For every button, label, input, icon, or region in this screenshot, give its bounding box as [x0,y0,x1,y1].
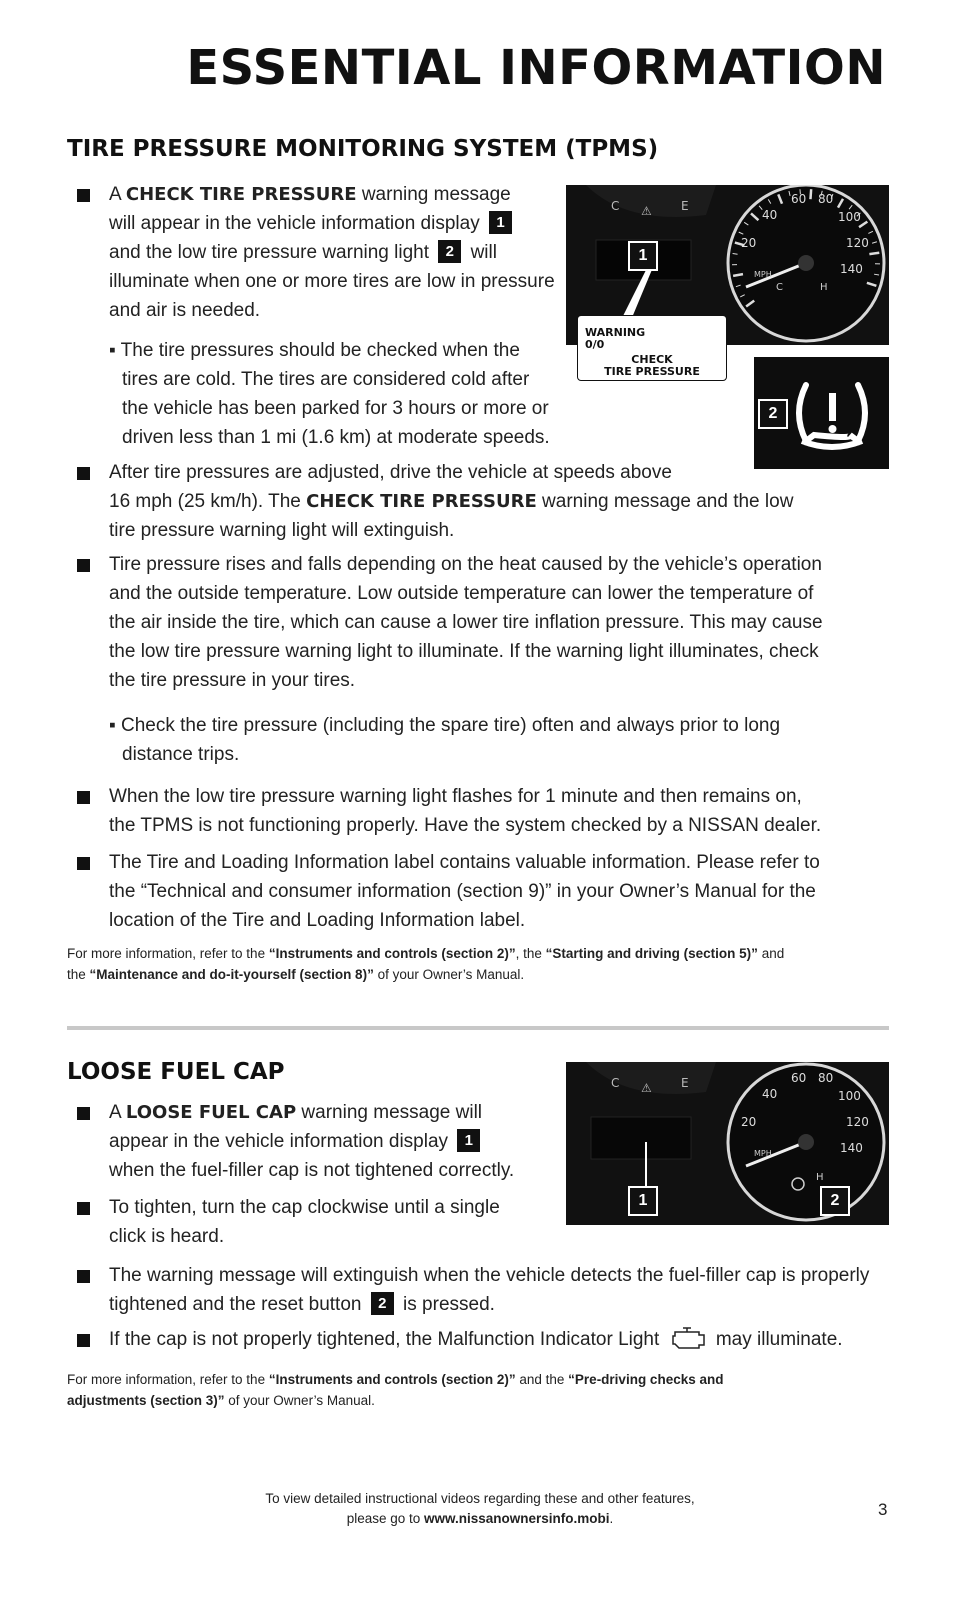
gauge-label: H [820,282,828,293]
warning-message-display: WARNING 0/0 CHECK TIRE PRESSURE [577,315,727,381]
gauge-label: 60 [791,192,807,206]
fuel-bullet-3: The warning message will extinguish when the vehicle detects the fuel-filler cap is properly tightened and the reset button 2 is pressed. [109,1261,909,1319]
bullet-square-icon [77,791,90,804]
tpms-reference-note: For more information, refer to the “Instruments and controls (section 2)”, the “Starting and driving (section 5)” and the “Maintenance and do-it-yourself (section 8)” of your Owner’s Manual. [67,946,785,982]
gauge-label: C [776,282,783,293]
tpms-subbullet-2: ▪ Check the tire pressure (including the spare tire) often and always prior to long distance trips. [109,715,781,765]
svg-text:E: E [681,1076,689,1090]
speedometer-tick [810,189,811,199]
callout-2: 2 [820,1186,850,1216]
bullet-square-icon [77,189,90,202]
gauge-label: 20 [741,1115,757,1129]
gauge-label: 40 [762,1087,778,1101]
speedometer-tick [869,253,879,254]
gauge-label: 140 [840,1141,863,1155]
fuel-reference-note: For more information, refer to the “Instruments and controls (section 2)” and the “Pre-driving checks and adjustments (section 3)” of your Owner’s Manual. [67,1372,724,1408]
gauge-label: 100 [838,1089,861,1103]
gauge-label: 100 [838,210,861,224]
svg-text:⚠: ⚠ [641,204,652,218]
engine-check-icon [669,1326,707,1350]
bullet-square-icon [77,1270,90,1283]
fuel-bullet-2: To tighten, turn the cap clockwise until a single click is heard. [109,1193,569,1251]
gauge-label: 140 [840,262,863,276]
gauge-label: 120 [846,1115,869,1129]
svg-text:C: C [611,1076,620,1090]
tpms-heading: TIRE PRESSURE MONITORING SYSTEM (TPMS) [67,136,659,162]
callout-badge-2: 2 [371,1292,394,1315]
section-divider [67,1026,889,1030]
tpms-subbullet-1: ▪ The tire pressures should be checked when the tires are cold. The tires are considered cold after the vehicle has been parked for 3 hours or more or driven less than 1 mi (1.6 km) at moderate speeds. [109,340,550,448]
tpms-bullet-4: When the low tire pressure warning light flashes for 1 minute and then remains on, the TPMS is not functioning properly. Have the system checked by a NISSAN dealer. [109,782,899,840]
bullet-square-icon [77,467,90,480]
callout-badge-1: 1 [489,211,512,234]
tpms-bullet-1: A CHECK TIRE PRESSURE warning message will appear in the vehicle information display 1 and the low tire pressure warning light 2 will illuminate when one or more tires are low in pressure and air is needed. [109,180,569,325]
gauge-label: MPH [754,270,772,279]
callout-1: 1 [628,241,658,271]
fuel-cap-heading: LOOSE FUEL CAP [67,1059,285,1085]
speedometer-tick [733,274,743,276]
callout-badge-2: 2 [438,240,461,263]
gauge-label: 40 [762,208,778,222]
fuel-bullet-1: A LOOSE FUEL CAP warning message will appear in the vehicle information display 1 when the fuel-filler cap is not tightened correctly. [109,1098,569,1185]
gauge-label: 80 [818,192,834,206]
footer-note: To view detailed instructional videos regarding these and other features, please go to www.nissanownersinfo.mobi. [265,1491,695,1526]
fuel-bullet-4: If the cap is not properly tightened, the Malfunction Indicator Light may illuminate. [109,1325,909,1354]
gauge-label: 20 [741,236,757,250]
bullet-square-icon [77,559,90,572]
website-link[interactable]: www.nissanownersinfo.mobi [424,1511,610,1526]
fuel-gauge-c-mark: C [611,199,620,213]
gauge-label: 80 [818,1071,834,1085]
gauge-label: H [816,1172,824,1183]
speedometer-tick [733,254,738,255]
tpms-bullet-3: Tire pressure rises and falls depending on the heat caused by the vehicle’s operation and the outside temperature. Low outside temperature can lower the temperature of the air inside the tire, which can cause a lower tire inflation pressure. This may cause the low tire pressure warning light to illuminate. If the warning light illuminates, check the tire pressure in your tires. [109,550,899,695]
bullet-square-icon [77,857,90,870]
tpms-bullet-5: The Tire and Loading Information label contains valuable information. Please refer to the “Technical and consumer information (section 9)” in your Owner’s Manual for the location of the Tire and Loading Information label. [109,848,899,935]
page-title: ESSENTIAL INFORMATION [186,40,886,96]
tpms-warning-light-photo [754,357,889,469]
callout-1: 1 [628,1186,658,1216]
gauge-label: 60 [791,1071,807,1085]
gauge-label: MPH [754,1149,772,1158]
callout-2: 2 [758,399,788,429]
fuel-cap-cluster-photo [566,1062,889,1225]
bullet-square-icon [77,1202,90,1215]
page-number: 3 [878,1500,888,1519]
gauge-label: 120 [846,236,869,250]
callout-badge-1: 1 [457,1129,480,1152]
bullet-square-icon [77,1107,90,1120]
tpms-bullet-2: After tire pressures are adjusted, drive the vehicle at speeds above 16 mph (25 km/h). The CHECK TIRE PRESSURE warning message and the low tire pressure warning light will extinguish. [109,458,879,545]
svg-text:E: E [681,199,689,213]
bullet-square-icon [77,1334,90,1347]
svg-text:⚠: ⚠ [641,1081,652,1095]
